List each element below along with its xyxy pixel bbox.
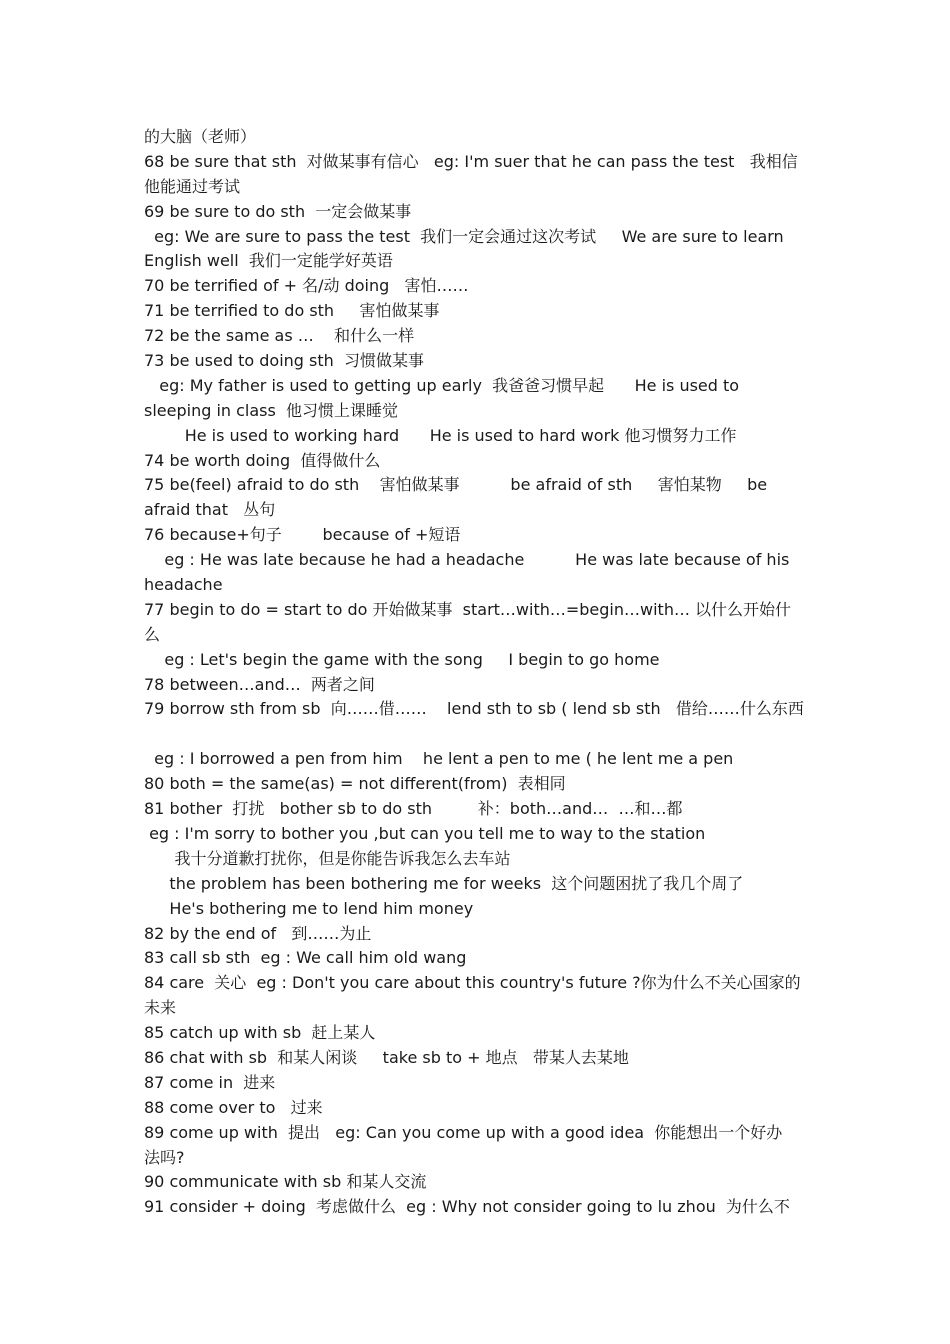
text-line: 法吗?: [144, 1147, 185, 1167]
text-line: 76 because+句子 because of +短语: [144, 525, 461, 545]
text-line: He's bothering me to lend him money: [144, 898, 474, 918]
text-line: 91 consider + doing 考虑做什么 eg : Why not consider going to lu zhou 为什么不: [144, 1197, 790, 1217]
text-line: 74 be worth doing 值得做什么: [144, 450, 381, 470]
text-line: 69 be sure to do sth 一定会做某事: [144, 201, 412, 221]
text-line: 86 chat with sb 和某人闲谈 take sb to + 地点 带某人去某地: [144, 1047, 629, 1067]
text-line: 84 care 关心 eg : Don't you care about this country's future ?你为什么不关心国家的: [144, 973, 801, 993]
text-line: 68 be sure that sth 对做某事有信心 eg: I'm suer that he can pass the test 我相信: [144, 151, 798, 171]
text-line: 他能通过考试: [144, 176, 241, 196]
text-line: 78 between…and… 两者之间: [144, 674, 375, 694]
text-line: 90 communicate with sb 和某人交流: [144, 1172, 427, 1192]
text-line: 70 be terrified of + 名/动 doing 害怕……: [144, 276, 469, 296]
text-line: eg: We are sure to pass the test 我们一定会通过这次考试 We are sure to learn: [144, 226, 784, 246]
text-line: headache: [144, 575, 223, 595]
text-line: 么: [144, 624, 161, 644]
text-line: 72 be the same as … 和什么一样: [144, 326, 415, 346]
text-line: 71 be terrified to do sth 害怕做某事: [144, 301, 440, 321]
text-line: the problem has been bothering me for weeks 这个问题困扰了我几个周了: [144, 873, 744, 893]
text-line: 75 be(feel) afraid to do sth 害怕做某事 be afraid of sth 害怕某物 be: [144, 475, 768, 495]
text-line: 87 come in 进来: [144, 1072, 276, 1092]
text-line: 88 come over to 过来: [144, 1097, 323, 1117]
text-line: 85 catch up with sb 赶上某人: [144, 1023, 376, 1043]
text-line: 未来: [144, 998, 177, 1018]
text-line: He is used to working hard He is used to hard work 他习惯努力工作: [144, 425, 737, 445]
document-text: [144, 125, 814, 1220]
text-line: eg: My father is used to getting up early 我爸爸习惯早起 He is used to: [144, 375, 740, 395]
text-line: afraid that 丛句: [144, 500, 276, 520]
text-line: 83 call sb sth eg : We call him old wang: [144, 948, 467, 968]
text-line: 80 both = the same(as) = not different(from) 表相同: [144, 774, 566, 794]
text-line: 82 by the end of 到……为止: [144, 923, 372, 943]
text-line: 81 bother 打扰 bother sb to do sth 补：both…and… …和…都: [144, 799, 683, 819]
text-line: eg : Let's begin the game with the song I begin to go home: [144, 649, 660, 669]
text-line: 79 borrow sth from sb 向……借…… lend sth to sb ( lend sb sth 借给……什么东西: [144, 699, 804, 719]
text-line: 73 be used to doing sth 习惯做某事: [144, 351, 424, 371]
text-line: 我十分道歉打扰你，但是你能告诉我怎么去车站: [144, 848, 511, 868]
text-line: eg : He was late because he had a headache He was late because of his: [144, 550, 790, 570]
text-line: eg : I'm sorry to bother you ,but can you tell me to way to the station: [144, 823, 706, 843]
text-line: 89 come up with 提出 eg: Can you come up with a good idea 你能想出一个好办: [144, 1122, 783, 1142]
text-line: 的大脑（老师）: [144, 127, 257, 146]
text-line: eg : I borrowed a pen from him he lent a pen to me ( he lent me a pen: [144, 749, 734, 769]
text-line: English well 我们一定能学好英语: [144, 251, 393, 271]
text-line: 77 begin to do = start to do 开始做某事 start…with…=begin…with… 以什么开始什: [144, 599, 792, 619]
text-line: sleeping in class 他习惯上课睡觉: [144, 400, 399, 420]
text-line: [144, 722, 814, 747]
